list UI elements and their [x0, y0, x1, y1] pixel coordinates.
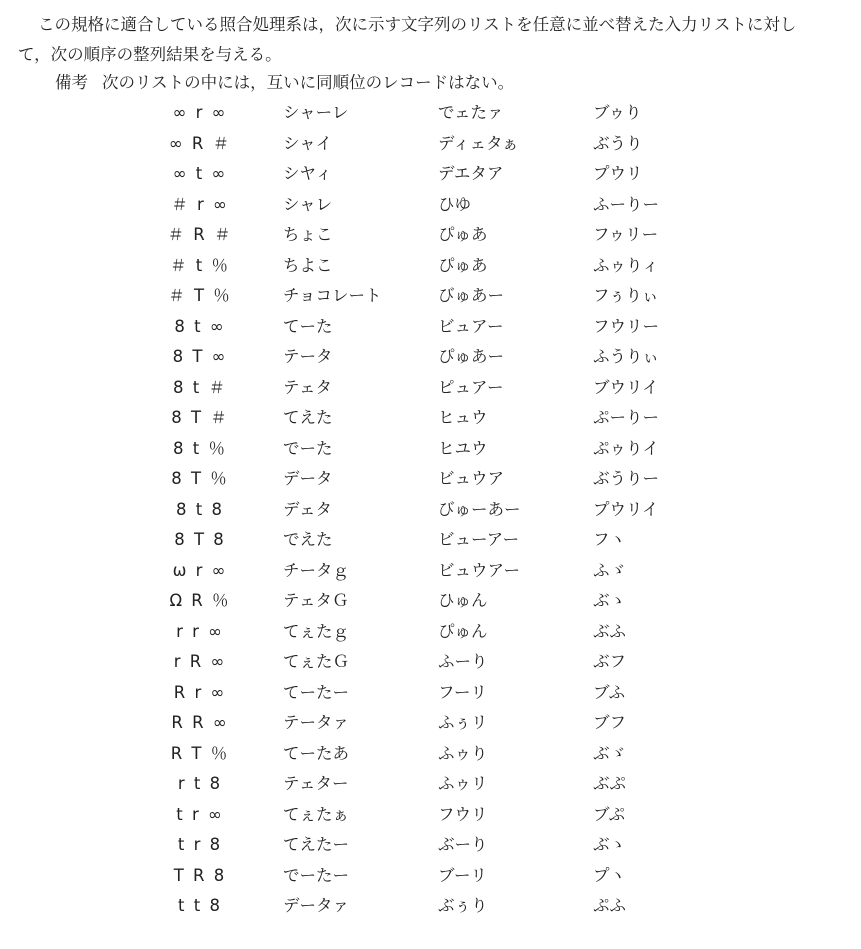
list-cell-col1: T R 8 [173, 865, 227, 885]
list-cell-col4: ぷーりー [593, 408, 659, 427]
list-row [0, 220, 861, 251]
list-cell-col1: ∞ r ∞ [172, 103, 228, 122]
list-cell-col1: r r ∞ [176, 621, 224, 641]
list-cell-col1: 8 T ％ [171, 469, 229, 488]
intro-paragraph: この規格に適合している照合処理系は，次に示す文字列のリストを任意に並べ替えた入力リストに対して，次の順序の整列結果を与える。 [18, 15, 797, 64]
list-row [0, 129, 861, 160]
list-row [0, 739, 861, 770]
list-cell-col2: テェタＧ [283, 591, 349, 610]
list-cell-col4: ふゞ [593, 560, 626, 580]
list-cell-col2: てーた [283, 316, 333, 336]
list-cell-col4: ブフ [593, 713, 626, 732]
sorted-string-list [0, 98, 861, 922]
note-text: 次のリストの中には，互いに同順位のレコードはない。 [102, 73, 515, 92]
list-cell-col2: てーたあ [283, 743, 349, 763]
list-cell-col1: t r ∞ [176, 804, 224, 824]
list-row [0, 617, 861, 648]
list-cell-col2: データァ [283, 896, 349, 915]
list-cell-col1: ω r ∞ [172, 560, 228, 580]
list-cell-col4: プウリ [593, 164, 643, 183]
list-row [0, 800, 861, 831]
list-cell-col2: てぇたＧ [283, 652, 349, 671]
list-row [0, 861, 861, 892]
list-cell-col2: でえた [283, 530, 333, 549]
list-row [0, 403, 861, 434]
list-cell-col3: ヒュウ [438, 408, 488, 427]
list-cell-col2: シャレ [283, 194, 333, 214]
list-cell-col4: ぶふ [593, 621, 626, 641]
list-row [0, 159, 861, 190]
list-cell-col3: ピュアー [438, 377, 504, 397]
list-cell-col3: ふぅリ [438, 713, 488, 732]
list-cell-col3: ぶぅり [438, 896, 488, 915]
note-line [55, 68, 514, 98]
list-cell-col3: ふゥリ [438, 774, 488, 793]
list-cell-col1: ∞ t ∞ [172, 164, 228, 183]
list-cell-col4: ぶゝ [593, 835, 626, 854]
list-cell-col2: てぇたｇ [283, 621, 349, 641]
list-cell-col4: ぷふ [593, 896, 626, 915]
list-cell-col2: てぇたぁ [283, 804, 349, 824]
list-cell-col1: ＃ t ％ [170, 255, 230, 275]
list-cell-col1: ＃ T ％ [168, 286, 232, 305]
list-cell-col1: R R ∞ [171, 713, 229, 732]
list-row [0, 678, 861, 709]
list-cell-col2: でーた [283, 438, 333, 458]
list-cell-col3: びゅあー [438, 286, 504, 305]
list-cell-col3: ヒユウ [438, 438, 488, 458]
list-cell-col3: でェたァ [438, 103, 504, 122]
list-cell-col1: r R ∞ [173, 652, 227, 671]
list-cell-col3: フウリ [438, 804, 488, 824]
list-cell-col1: ∞ R ＃ [168, 133, 232, 153]
list-cell-col4: ぶゞ [593, 743, 626, 763]
list-row [0, 98, 861, 129]
list-cell-col1: 8 t ＃ [173, 377, 227, 397]
list-cell-col3: ビュウアー [438, 560, 521, 580]
list-row [0, 495, 861, 526]
list-row [0, 373, 861, 404]
list-cell-col3: ブーリ [438, 865, 488, 885]
list-row [0, 190, 861, 221]
list-cell-col3: ふゥり [438, 743, 488, 763]
list-row [0, 586, 861, 617]
list-cell-col4: ブふ [593, 682, 626, 702]
list-cell-col2: チョコレート [283, 286, 382, 305]
list-row [0, 281, 861, 312]
list-cell-col3: ぴゅあ [438, 255, 488, 275]
list-cell-col4: ふーりー [593, 194, 659, 214]
list-cell-col1: 8 t ∞ [174, 316, 226, 336]
list-cell-col4: フヽ [593, 530, 626, 549]
list-row [0, 525, 861, 556]
list-cell-col1: 8 T ∞ [172, 347, 228, 366]
list-cell-col1: r t 8 [177, 774, 223, 793]
list-cell-col2: ちょこ [283, 225, 333, 244]
list-cell-col3: ぴゅあ [438, 225, 488, 244]
list-cell-col1: R T ％ [170, 743, 230, 763]
list-row [0, 342, 861, 373]
list-cell-col4: ぶうり [593, 133, 643, 153]
list-cell-col4: ぷゥりイ [593, 438, 659, 458]
list-cell-col2: チータｇ [283, 560, 349, 580]
list-cell-col3: ふーり [438, 652, 488, 671]
list-cell-col3: ぴゅん [438, 621, 488, 641]
list-cell-col1: t t 8 [178, 896, 222, 915]
note-label: 備考 [55, 73, 88, 92]
list-cell-col3: フーリ [438, 682, 488, 702]
list-cell-col2: データ [283, 469, 333, 488]
list-cell-col4: フぅりぃ [593, 286, 659, 305]
list-cell-col4: ぶフ [593, 652, 626, 671]
list-cell-col2: デェタ [283, 499, 333, 519]
list-row [0, 830, 861, 861]
list-cell-col1: ＃ R ＃ [167, 225, 233, 244]
list-cell-col4: ブウリイ [593, 377, 659, 397]
list-cell-col4: ぶゝ [593, 591, 626, 610]
list-cell-col3: びゅーあー [438, 499, 521, 519]
list-cell-col2: テェター [283, 774, 349, 793]
list-cell-col4: ふゥりィ [593, 255, 659, 275]
list-cell-col1: 8 t 8 [176, 499, 224, 519]
list-cell-col1: Ω R ％ [169, 591, 231, 610]
list-cell-col2: てえた [283, 408, 333, 427]
list-cell-col2: てえたー [283, 835, 349, 854]
list-row [0, 312, 861, 343]
list-cell-col1: ＃ r ∞ [171, 194, 229, 214]
list-cell-col4: ぶぷ [593, 774, 626, 793]
list-cell-col2: でーたー [283, 865, 349, 885]
list-cell-col2: シヤィ [283, 164, 333, 183]
list-cell-col3: ディェタぁ [438, 133, 519, 153]
list-cell-col3: ビューアー [438, 530, 520, 549]
list-cell-col2: テータ [283, 347, 333, 366]
list-cell-col1: R r ∞ [173, 682, 227, 702]
list-cell-col3: ビュアー [438, 316, 504, 336]
list-row [0, 769, 861, 800]
list-row [0, 556, 861, 587]
list-row [0, 434, 861, 465]
list-cell-col2: てーたー [283, 682, 349, 702]
list-cell-col4: フゥリー [593, 225, 659, 244]
list-cell-col3: ぴゅあー [438, 347, 504, 366]
list-cell-col1: 8 T ＃ [171, 408, 229, 427]
list-cell-col2: シャイ [283, 133, 333, 153]
list-cell-col1: 8 t ％ [173, 438, 227, 458]
list-cell-col4: ぶうりー [593, 469, 659, 488]
list-cell-col4: ブぷ [593, 804, 626, 824]
list-cell-col3: デエタア [438, 164, 504, 183]
list-cell-col3: ひゆ [438, 194, 471, 214]
list-row [0, 464, 861, 495]
list-cell-col4: プウリイ [593, 499, 659, 519]
list-cell-col4: プヽ [593, 865, 626, 885]
list-row [0, 251, 861, 282]
list-cell-col4: ふうりぃ [593, 347, 659, 366]
list-cell-col3: ぶーり [438, 835, 488, 854]
list-row [0, 708, 861, 739]
list-cell-col2: テータァ [283, 713, 349, 732]
list-cell-col2: テェタ [283, 377, 333, 397]
list-cell-col2: ちよこ [283, 255, 333, 275]
list-cell-col4: ブゥり [593, 103, 642, 122]
list-cell-col1: t r 8 [177, 835, 223, 854]
list-row [0, 891, 861, 922]
list-cell-col4: フウリー [593, 316, 659, 336]
list-row [0, 647, 861, 678]
list-cell-col2: シャーレ [283, 103, 349, 122]
list-cell-col3: ビュウア [438, 469, 504, 488]
list-cell-col3: ひゅん [438, 591, 488, 610]
list-cell-col1: 8 T 8 [174, 530, 226, 549]
